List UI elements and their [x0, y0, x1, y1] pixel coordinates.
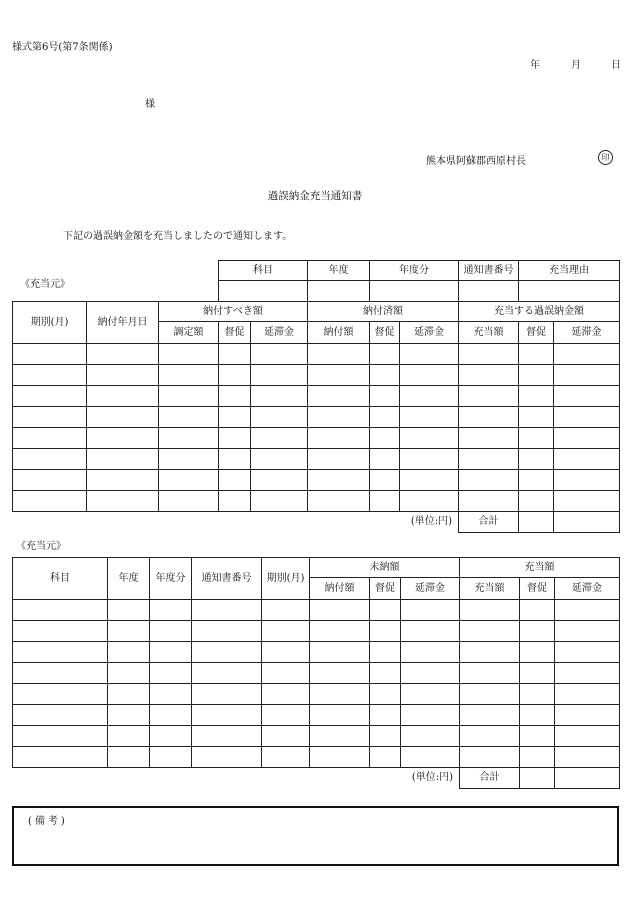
refund-target-table [12, 557, 620, 789]
entry-cell[interactable] [87, 407, 159, 428]
entry-cell[interactable] [370, 407, 400, 428]
value-fiscal-year-portion[interactable] [370, 281, 459, 302]
entry-cell[interactable] [520, 705, 555, 726]
entry-cell[interactable] [460, 705, 520, 726]
entry-cell[interactable] [400, 365, 459, 386]
entry-cell[interactable] [554, 470, 620, 491]
entry-cell[interactable] [308, 491, 370, 512]
entry-cell[interactable] [555, 684, 620, 705]
entry-cell[interactable] [159, 470, 219, 491]
entry-cell[interactable] [520, 621, 555, 642]
entry-cell[interactable] [370, 705, 401, 726]
entry-cell[interactable] [370, 449, 400, 470]
entry-cell[interactable] [459, 428, 519, 449]
entry-cell[interactable] [87, 428, 159, 449]
entry-cell[interactable] [150, 621, 192, 642]
table-row [13, 726, 620, 747]
entry-cell[interactable] [370, 428, 400, 449]
entry-cell[interactable] [13, 726, 108, 747]
entry-cell[interactable] [219, 365, 251, 386]
entry-cell[interactable] [554, 428, 620, 449]
entry-cell[interactable] [400, 428, 459, 449]
entry-cell[interactable] [308, 386, 370, 407]
entry-cell[interactable] [460, 747, 520, 768]
entry-cell[interactable] [108, 663, 150, 684]
entry-cell[interactable] [519, 407, 554, 428]
entry-cell[interactable] [87, 365, 159, 386]
entry-cell[interactable] [262, 747, 310, 768]
entry-cell[interactable] [370, 344, 400, 365]
header-applied-amount: 充当額 [460, 558, 620, 578]
entry-cell[interactable] [150, 663, 192, 684]
entry-cell[interactable] [219, 428, 251, 449]
entry-cell[interactable] [520, 642, 555, 663]
entry-cell[interactable] [370, 386, 400, 407]
entry-cell[interactable] [401, 705, 460, 726]
entry-rows [13, 600, 620, 768]
entry-cell[interactable] [460, 600, 520, 621]
entry-cell[interactable] [192, 684, 262, 705]
header-refund-reason: 充当理由 [519, 261, 620, 281]
sub-header: 充当額 [460, 578, 520, 600]
entry-cell[interactable] [308, 449, 370, 470]
entry-cell[interactable] [370, 491, 400, 512]
entry-cell[interactable] [370, 747, 401, 768]
entry-cell[interactable] [460, 621, 520, 642]
total-cell[interactable] [555, 768, 620, 789]
entry-cell[interactable] [251, 449, 308, 470]
entry-cell[interactable] [370, 365, 400, 386]
table-row [13, 470, 620, 491]
entry-cell[interactable] [554, 386, 620, 407]
entry-cell[interactable] [459, 407, 519, 428]
table-row [13, 365, 620, 386]
entry-cell[interactable] [555, 600, 620, 621]
entry-cell[interactable] [108, 621, 150, 642]
entry-cell[interactable] [400, 491, 459, 512]
entry-cell[interactable] [308, 365, 370, 386]
entry-cell[interactable] [401, 684, 460, 705]
total-cell[interactable] [519, 512, 554, 533]
entry-cell[interactable] [519, 449, 554, 470]
entry-cell[interactable] [159, 386, 219, 407]
entry-cell[interactable] [308, 428, 370, 449]
sub-header: 納付額 [310, 578, 370, 600]
entry-cell[interactable] [108, 600, 150, 621]
entry-cell[interactable] [159, 407, 219, 428]
entry-cell[interactable] [520, 663, 555, 684]
entry-cell[interactable] [159, 365, 219, 386]
header-subject: 科目 [13, 558, 108, 600]
entry-cell[interactable] [13, 600, 108, 621]
document-title: 過誤納金充当通知書 [267, 190, 363, 202]
remarks-label: (備考) [28, 816, 68, 827]
sub-header: 調定額 [159, 322, 219, 344]
entry-cell[interactable] [370, 663, 401, 684]
entry-cell[interactable] [401, 726, 460, 747]
entry-cell[interactable] [555, 726, 620, 747]
entry-cell[interactable] [13, 705, 108, 726]
table-row [13, 386, 620, 407]
entry-cell[interactable] [251, 386, 308, 407]
entry-cell[interactable] [108, 747, 150, 768]
entry-cell[interactable] [150, 642, 192, 663]
header-notice-number: 通知書番号 [192, 558, 262, 600]
entry-cell[interactable] [219, 491, 251, 512]
entry-cell[interactable] [192, 663, 262, 684]
entry-cell[interactable] [87, 386, 159, 407]
top-value-row [13, 281, 620, 302]
entry-cell[interactable] [401, 621, 460, 642]
entry-cell[interactable] [262, 642, 310, 663]
entry-cell[interactable] [108, 726, 150, 747]
sub-header: 延滞金 [251, 322, 308, 344]
value-notice-number[interactable] [459, 281, 519, 302]
entry-cell[interactable] [87, 449, 159, 470]
sub-header: 延滞金 [401, 578, 460, 600]
remarks-box[interactable] [12, 806, 619, 866]
entry-cell[interactable] [460, 684, 520, 705]
notice-message: 下記の過誤納金額を充当しましたので通知します。 [63, 231, 293, 242]
table-row [13, 621, 620, 642]
entry-cell[interactable] [400, 344, 459, 365]
header-period: 期別(月) [262, 558, 310, 600]
entry-cell[interactable] [192, 705, 262, 726]
entry-cell[interactable] [401, 642, 460, 663]
entry-cell[interactable] [262, 600, 310, 621]
entry-cell[interactable] [308, 407, 370, 428]
entry-cell[interactable] [401, 663, 460, 684]
entry-cell[interactable] [13, 642, 108, 663]
entry-cell[interactable] [251, 407, 308, 428]
entry-cell[interactable] [519, 344, 554, 365]
entry-cell[interactable] [13, 449, 87, 470]
entry-cell[interactable] [13, 428, 87, 449]
value-year[interactable] [308, 281, 370, 302]
entry-cell[interactable] [87, 344, 159, 365]
entry-cell[interactable] [251, 491, 308, 512]
table-row [13, 747, 620, 768]
entry-cell[interactable] [459, 344, 519, 365]
entry-cell[interactable] [192, 621, 262, 642]
sub-header: 督促 [370, 578, 401, 600]
entry-cell[interactable] [554, 344, 620, 365]
header-year: 年度 [108, 558, 150, 600]
total-cell[interactable] [554, 512, 620, 533]
entry-cell[interactable] [87, 470, 159, 491]
entry-cell[interactable] [308, 470, 370, 491]
entry-cell[interactable] [13, 491, 87, 512]
entry-cell[interactable] [555, 642, 620, 663]
unit-label: (単位:円) [370, 512, 459, 533]
entry-cell[interactable] [310, 663, 370, 684]
table-row [13, 344, 620, 365]
entry-cell[interactable] [520, 600, 555, 621]
entry-cell[interactable] [555, 621, 620, 642]
entry-cell[interactable] [108, 642, 150, 663]
entry-cell[interactable] [192, 642, 262, 663]
entry-cell[interactable] [150, 726, 192, 747]
entry-cell[interactable] [460, 642, 520, 663]
entry-cell[interactable] [262, 663, 310, 684]
header-payment-date: 納付年月日 [87, 302, 159, 344]
sub-header: 延滞金 [554, 322, 620, 344]
entry-cell[interactable] [87, 491, 159, 512]
table-row [13, 663, 620, 684]
table-row [13, 428, 620, 449]
entry-cell[interactable] [519, 428, 554, 449]
entry-cell[interactable] [519, 491, 554, 512]
entry-cell[interactable] [401, 747, 460, 768]
total-label: 合計 [460, 768, 520, 789]
entry-cell[interactable] [108, 684, 150, 705]
entry-cell[interactable] [192, 600, 262, 621]
entry-cell[interactable] [555, 705, 620, 726]
sub-header: 延滞金 [400, 322, 459, 344]
table-row [13, 705, 620, 726]
entry-cell[interactable] [554, 407, 620, 428]
entry-cell[interactable] [262, 726, 310, 747]
value-refund-reason[interactable] [519, 281, 620, 302]
section2-label: 《充当元》 [16, 541, 66, 552]
entry-cell[interactable] [150, 705, 192, 726]
entry-cell[interactable] [262, 684, 310, 705]
entry-cell[interactable] [520, 684, 555, 705]
seal-mark: 印 [598, 150, 613, 165]
entry-cell[interactable] [13, 663, 108, 684]
sub-header: 充当額 [459, 322, 519, 344]
entry-cell[interactable] [310, 726, 370, 747]
entry-cell[interactable] [400, 407, 459, 428]
entry-rows [13, 344, 620, 512]
entry-cell[interactable] [519, 365, 554, 386]
entry-cell[interactable] [159, 344, 219, 365]
value-subject[interactable] [219, 281, 308, 302]
header-unpaid-amount: 未納額 [310, 558, 460, 578]
entry-cell[interactable] [219, 386, 251, 407]
entry-cell[interactable] [310, 642, 370, 663]
form-number: 様式第6号(第7条関係) [12, 42, 113, 53]
entry-cell[interactable] [13, 684, 108, 705]
entry-cell[interactable] [400, 470, 459, 491]
entry-cell[interactable] [150, 600, 192, 621]
entry-cell[interactable] [459, 386, 519, 407]
entry-cell[interactable] [262, 705, 310, 726]
entry-cell[interactable] [554, 491, 620, 512]
sub-header: 納付額 [308, 322, 370, 344]
entry-cell[interactable] [219, 407, 251, 428]
entry-cell[interactable] [459, 470, 519, 491]
entry-cell[interactable] [310, 600, 370, 621]
entry-cell[interactable] [519, 470, 554, 491]
sub-header: 督促 [370, 322, 400, 344]
entry-cell[interactable] [150, 747, 192, 768]
total-label: 合計 [459, 512, 519, 533]
entry-cell[interactable] [308, 344, 370, 365]
entry-cell[interactable] [251, 428, 308, 449]
header-year: 年度 [308, 261, 370, 281]
entry-cell[interactable] [459, 449, 519, 470]
entry-cell[interactable] [401, 600, 460, 621]
entry-cell[interactable] [13, 365, 87, 386]
entry-cell[interactable] [370, 470, 400, 491]
group-header-row [13, 302, 620, 322]
sub-header: 延滞金 [555, 578, 620, 600]
entry-cell[interactable] [108, 705, 150, 726]
entry-cell[interactable] [459, 491, 519, 512]
header-notice-number: 通知書番号 [459, 261, 519, 281]
section1-label: 《充当元》 [20, 279, 70, 290]
entry-cell[interactable] [370, 600, 401, 621]
unit-label: (単位:円) [370, 768, 460, 789]
addressee-suffix: 様 [145, 99, 155, 110]
issuer-name: 熊本県阿蘇郡西原村長 [426, 156, 526, 167]
table-row [13, 491, 620, 512]
entry-cell[interactable] [370, 642, 401, 663]
entry-cell[interactable] [219, 470, 251, 491]
entry-cell[interactable] [400, 386, 459, 407]
entry-cell[interactable] [459, 365, 519, 386]
entry-cell[interactable] [555, 663, 620, 684]
entry-cell[interactable] [150, 684, 192, 705]
entry-cell[interactable] [519, 386, 554, 407]
entry-cell[interactable] [159, 449, 219, 470]
entry-cell[interactable] [554, 449, 620, 470]
header-period: 期別(月) [13, 302, 87, 344]
date-year: 年 [530, 60, 540, 71]
entry-cell[interactable] [219, 449, 251, 470]
refund-source-table [12, 260, 620, 533]
entry-cell[interactable] [192, 747, 262, 768]
group-header-row [13, 558, 620, 578]
sub-header: 督促 [520, 578, 555, 600]
date-month: 月 [571, 60, 581, 71]
top-header-row [13, 261, 620, 281]
entry-cell[interactable] [251, 470, 308, 491]
header-fiscal-year-portion: 年度分 [370, 261, 459, 281]
entry-cell[interactable] [262, 621, 310, 642]
entry-cell[interactable] [400, 449, 459, 470]
entry-cell[interactable] [370, 621, 401, 642]
entry-cell[interactable] [310, 621, 370, 642]
header-amount-due: 納付すべき額 [159, 302, 308, 322]
entry-cell[interactable] [13, 344, 87, 365]
header-subject: 科目 [219, 261, 308, 281]
entry-cell[interactable] [520, 726, 555, 747]
entry-cell[interactable] [460, 726, 520, 747]
entry-cell[interactable] [13, 747, 108, 768]
entry-cell[interactable] [554, 365, 620, 386]
entry-cell[interactable] [520, 747, 555, 768]
total-row [13, 768, 620, 789]
entry-cell[interactable] [13, 621, 108, 642]
entry-cell[interactable] [310, 684, 370, 705]
entry-cell[interactable] [310, 705, 370, 726]
header-fiscal-year-portion: 年度分 [150, 558, 192, 600]
table-row [13, 642, 620, 663]
entry-cell[interactable] [219, 344, 251, 365]
table-row [13, 600, 620, 621]
entry-cell[interactable] [13, 407, 87, 428]
entry-cell[interactable] [13, 386, 87, 407]
entry-cell[interactable] [370, 684, 401, 705]
entry-cell[interactable] [251, 344, 308, 365]
entry-cell[interactable] [310, 747, 370, 768]
entry-cell[interactable] [13, 470, 87, 491]
entry-cell[interactable] [159, 491, 219, 512]
entry-cell[interactable] [251, 365, 308, 386]
entry-cell[interactable] [370, 726, 401, 747]
header-amount-paid: 納付済額 [308, 302, 459, 322]
entry-cell[interactable] [192, 726, 262, 747]
entry-cell[interactable] [555, 747, 620, 768]
total-row [13, 512, 620, 533]
header-overpayment-applied: 充当する過誤納金額 [459, 302, 620, 322]
sub-header: 督促 [519, 322, 554, 344]
table-row [13, 684, 620, 705]
total-cell[interactable] [520, 768, 555, 789]
entry-cell[interactable] [460, 663, 520, 684]
entry-cell[interactable] [159, 428, 219, 449]
table-row [13, 407, 620, 428]
table-row [13, 449, 620, 470]
sub-header: 督促 [219, 322, 251, 344]
date-day: 日 [611, 60, 621, 71]
